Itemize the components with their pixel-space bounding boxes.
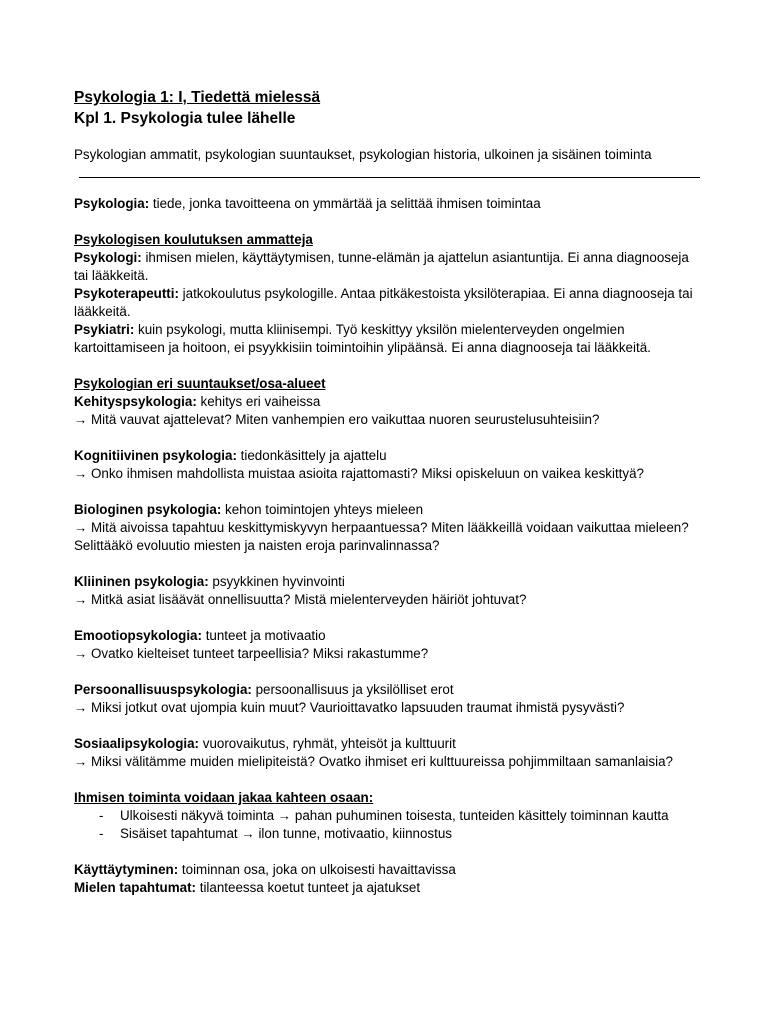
- bullet-text-before: Sisäiset tapahtumat: [120, 826, 242, 841]
- arrow-right-icon: →: [74, 646, 88, 661]
- spacer: [74, 213, 704, 231]
- definition-term: Käyttäytyminen:: [74, 862, 179, 877]
- branch-term: Emootiopsykologia:: [74, 628, 202, 643]
- spacer: [74, 717, 704, 735]
- branch-item: [74, 735, 704, 771]
- definition-section: [74, 195, 704, 213]
- branch-question: [74, 519, 704, 555]
- spacer: [74, 609, 704, 627]
- profession-term: Psykoterapeutti:: [74, 286, 179, 301]
- branch-text: persoonallisuus ja yksilölliset erot: [251, 682, 454, 697]
- profession-text: ihmisen mielen, käyttäytymisen, tunne-elämän ja ajattelun asiantuntija. Ei anna diagnooseja tai lääkkeitä.: [74, 250, 689, 283]
- branch-definition: [74, 573, 704, 591]
- branch-item: [74, 501, 704, 555]
- chapter-topics: Psykologian ammatit, psykologian suuntaukset, psykologian historia, ulkoinen ja sisäinen toiminta: [74, 147, 652, 162]
- branch-definition: [74, 627, 704, 645]
- horizontal-rule: [79, 177, 700, 178]
- arrow-right-icon: →: [74, 520, 88, 535]
- branch-term: Kehityspsykologia:: [74, 394, 197, 409]
- arrow-right-icon: →: [74, 754, 88, 769]
- arrow-right-icon: →: [74, 700, 88, 715]
- arrow-right-icon: →: [74, 412, 88, 427]
- branch-question: [74, 465, 704, 483]
- branch-question-text: Miksi välitämme muiden mielipiteistä? Ovatko ihmiset eri kulttuureissa pohjimmiltaan samanlaisia?: [91, 754, 673, 769]
- closing-definitions: [74, 861, 704, 897]
- branch-text: psyykkinen hyvinvointi: [208, 574, 345, 589]
- definition-text: toiminnan osa, joka on ulkoisesti havaittavissa: [178, 862, 456, 877]
- list-item: [74, 807, 704, 825]
- branch-text: kehon toimintojen yhteys mieleen: [221, 502, 424, 517]
- branch-term: Kliininen psykologia:: [74, 574, 209, 589]
- professions-heading: Psykologisen koulutuksen ammatteja: [74, 232, 313, 247]
- document-content: [74, 87, 704, 897]
- branch-question-text: Mitä aivoissa tapahtuu keskittymiskyvyn herpaantuessa? Miten lääkkeillä voidaan vaikuttaa mieleen? Selittääkö evoluutio miesten ja naisten eroja parinvalinnassa?: [74, 520, 689, 553]
- branch-question: [74, 411, 704, 429]
- branch-item: [74, 447, 704, 483]
- branch-term: Kognitiivinen psykologia:: [74, 448, 237, 463]
- definition-paragraph: [74, 195, 704, 213]
- spacer: [74, 429, 704, 447]
- branch-term: Biologinen psykologia:: [74, 502, 222, 517]
- dash-bullet: -: [99, 826, 104, 841]
- spacer: [74, 843, 704, 861]
- professions-section: [74, 231, 704, 357]
- branch-item: [74, 627, 704, 663]
- bullet-text-before: Ulkoisesti näkyvä toiminta: [120, 808, 278, 823]
- profession-item: [74, 285, 704, 321]
- definition-term: Mielen tapahtumat:: [74, 880, 197, 895]
- branches-section: [74, 375, 704, 771]
- behavior-list: [74, 807, 704, 843]
- branch-text: tunteet ja motivaatio: [201, 628, 326, 643]
- branch-question-text: Mitä vauvat ajattelevat? Miten vanhempien ero vaikuttaa nuoren seurustelusuhteisiin?: [91, 412, 600, 427]
- profession-item: [74, 321, 704, 357]
- arrow-right-icon: →: [74, 592, 88, 607]
- definition-term: Psykologia:: [74, 196, 150, 211]
- branch-text: vuorovaikutus, ryhmät, yhteisöt ja kulttuurit: [199, 736, 456, 751]
- document-title: Psykologia 1: I, Tiedettä mielessä: [74, 89, 321, 106]
- definition-paragraph: [74, 879, 704, 897]
- spacer: [74, 357, 704, 375]
- branch-definition: [74, 735, 704, 753]
- branch-term: Sosiaalipsykologia:: [74, 736, 200, 751]
- branch-question: [74, 753, 704, 771]
- branch-item: [74, 573, 704, 609]
- dash-bullet: -: [99, 808, 104, 823]
- branch-definition: [74, 501, 704, 519]
- branch-item: [74, 393, 704, 429]
- profession-item: [74, 249, 704, 285]
- behavior-heading: Ihmisen toiminta voidaan jakaa kahteen osaan:: [74, 790, 374, 805]
- spacer: [74, 483, 704, 501]
- branch-text: tiedonkäsittely ja ajattelu: [236, 448, 387, 463]
- behavior-section: [74, 789, 704, 843]
- branch-question: [74, 591, 704, 609]
- profession-text: jatkokoulutus psykologille. Antaa pitkäkestoista yksilöterapiaa. Ei anna diagnooseja tai lääkkeitä.: [74, 286, 693, 319]
- branch-question-text: Ovatko kielteiset tunteet tarpeellisia? Miksi rakastumme?: [91, 646, 429, 661]
- branch-item: [74, 681, 704, 717]
- list-item: [74, 825, 704, 843]
- branch-question-text: Miksi jotkut ovat ujompia kuin muut? Vaurioittavatko lapsuuden traumat ihmistä pysyvästi?: [91, 700, 625, 715]
- definition-text: tilanteessa koetut tunteet ja ajatukset: [196, 880, 421, 895]
- branch-question-text: Onko ihmisen mahdollista muistaa asioita rajattomasti? Miksi opiskeluun on vaikea keskittyä?: [91, 466, 644, 481]
- branch-definition: [74, 681, 704, 699]
- arrow-right-icon: →: [74, 466, 88, 481]
- definition-paragraph: [74, 861, 704, 879]
- branch-question-text: Mitkä asiat lisäävät onnellisuutta? Mistä mielenterveyden häiriöt johtuvat?: [91, 592, 527, 607]
- branch-definition: [74, 447, 704, 465]
- spacer: [74, 555, 704, 573]
- bullet-text-after: ilon tunne, motivaatio, kiinnostus: [254, 826, 452, 841]
- branch-question: [74, 699, 704, 717]
- branch-definition: [74, 393, 704, 411]
- branches-heading: Psykologian eri suuntaukset/osa-alueet: [74, 376, 326, 391]
- arrow-right-icon: →: [277, 808, 292, 823]
- spacer: [74, 663, 704, 681]
- branch-text: kehitys eri vaiheissa: [196, 394, 321, 409]
- branch-term: Persoonallisuuspsykologia:: [74, 682, 252, 697]
- arrow-right-icon: →: [241, 826, 255, 841]
- definition-text: tiede, jonka tavoitteena on ymmärtää ja selittää ihmisen toimintaa: [149, 196, 541, 211]
- profession-term: Psykiatri:: [74, 322, 135, 337]
- chapter-subtitle: Kpl 1. Psykologia tulee lähelle: [74, 110, 296, 127]
- profession-text: kuin psykologi, mutta kliinisempi. Työ keskittyy yksilön mielenterveyden ongelmien kartoittamiseen ja hoitoon, ei psyykkisiin toimintoihin ylipäänsä. Ei anna diagnooseja tai lääkkeitä.: [74, 322, 651, 355]
- bullet-text-after: pahan puhuminen toisesta, tunteiden käsittely toiminnan kautta: [291, 808, 669, 823]
- branch-question: [74, 645, 704, 663]
- profession-term: Psykologi:: [74, 250, 142, 265]
- spacer: [74, 771, 704, 789]
